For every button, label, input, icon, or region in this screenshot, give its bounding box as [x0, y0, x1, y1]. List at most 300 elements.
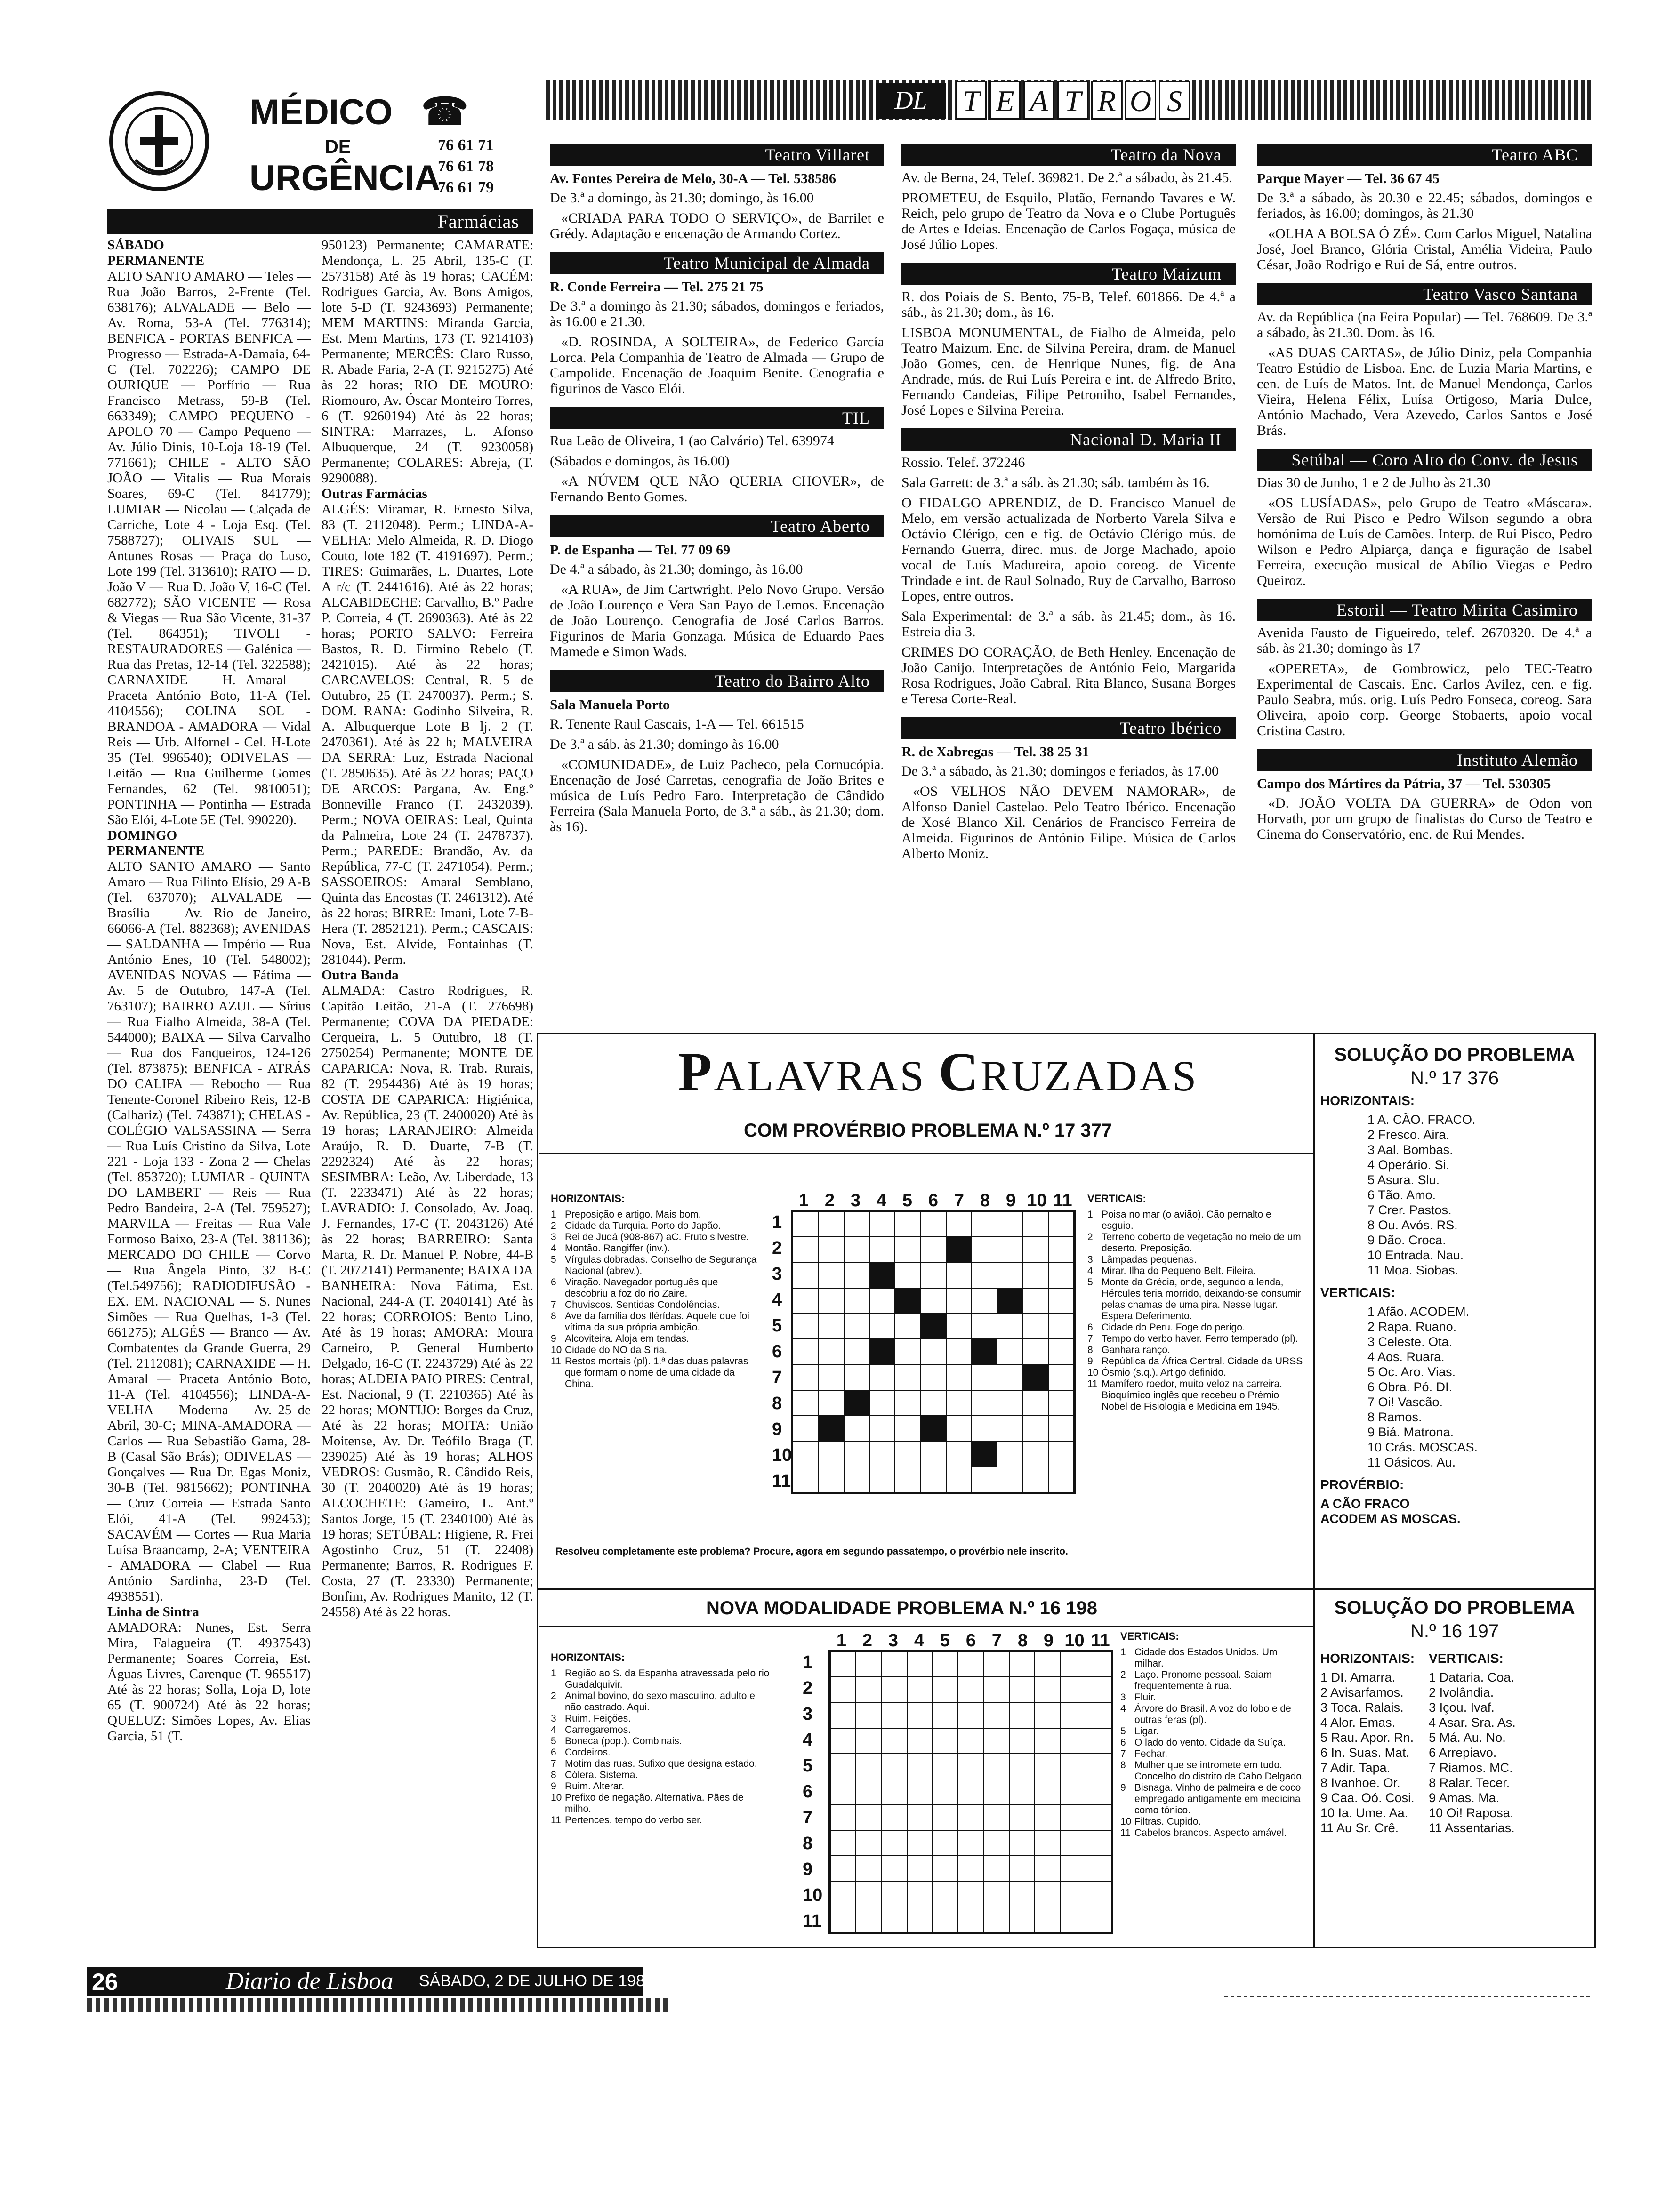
grid-cell[interactable] — [1086, 1830, 1111, 1856]
clue-item — [551, 1668, 772, 1691]
grid-cell[interactable] — [818, 1339, 844, 1364]
grid-cell[interactable] — [882, 1779, 907, 1804]
grid-cell[interactable] — [1022, 1288, 1048, 1314]
grid-cell[interactable] — [1035, 1779, 1060, 1804]
grid-cell[interactable] — [882, 1856, 907, 1881]
grid-cell[interactable] — [1086, 1703, 1111, 1728]
grid-cell[interactable] — [972, 1288, 997, 1314]
grid-cell[interactable] — [920, 1390, 946, 1416]
clue-number: 5 — [1120, 1726, 1126, 1737]
grid-cell[interactable] — [1048, 1339, 1074, 1364]
grid-cell[interactable] — [1035, 1830, 1060, 1856]
grid-black-cell — [997, 1288, 1022, 1314]
grid-cell[interactable] — [946, 1390, 972, 1416]
grid-cell[interactable] — [920, 1211, 946, 1237]
clue-text: Filtras. Cupido. — [1134, 1816, 1201, 1827]
grid-cell[interactable] — [1022, 1237, 1048, 1262]
grid-cell[interactable] — [946, 1263, 972, 1288]
grid-cell[interactable] — [972, 1416, 997, 1441]
grid-cell[interactable] — [920, 1288, 946, 1314]
solution-line: 3 Aal. Bombas. — [1367, 1143, 1453, 1157]
grid-cell[interactable] — [907, 1856, 933, 1881]
grid-cell[interactable] — [895, 1211, 920, 1237]
grid-cell[interactable] — [818, 1211, 844, 1237]
grid-cell[interactable] — [830, 1856, 856, 1881]
grid-cell[interactable] — [1035, 1856, 1060, 1881]
grid-cell[interactable] — [844, 1339, 869, 1364]
grid-cell[interactable] — [882, 1754, 907, 1779]
grid-cell[interactable] — [869, 1211, 895, 1237]
grid-cell[interactable] — [793, 1211, 818, 1237]
grid-cell[interactable] — [844, 1467, 869, 1492]
grid-cell[interactable] — [984, 1728, 1009, 1754]
grid-cell[interactable] — [958, 1779, 983, 1804]
grid-cell[interactable] — [830, 1907, 856, 1932]
grid-cell[interactable] — [1009, 1907, 1035, 1932]
grid-cell[interactable] — [793, 1441, 818, 1467]
grid-cell[interactable] — [895, 1390, 920, 1416]
grid-cell[interactable] — [793, 1416, 818, 1441]
grid-cell[interactable] — [972, 1211, 997, 1237]
grid-cell[interactable] — [869, 1390, 895, 1416]
grid-cell[interactable] — [793, 1288, 818, 1314]
grid-cell[interactable] — [958, 1728, 983, 1754]
grid-cell[interactable] — [882, 1651, 907, 1677]
grid-cell[interactable] — [907, 1830, 933, 1856]
grid-cell[interactable] — [844, 1365, 869, 1390]
grid-cell[interactable] — [907, 1907, 933, 1932]
grid-cell[interactable] — [920, 1263, 946, 1288]
grid-cell[interactable] — [869, 1441, 895, 1467]
clue-text: Bisnaga. Vinho de palmeira e de coco empregado antigamente em medicina como tónico. — [1134, 1782, 1301, 1816]
grid-cell[interactable] — [933, 1651, 958, 1677]
clue-item — [1087, 1356, 1304, 1367]
grid-cell[interactable] — [933, 1856, 958, 1881]
grid-cell[interactable] — [933, 1805, 958, 1830]
grid-cell[interactable] — [869, 1237, 895, 1262]
grid-cell[interactable] — [946, 1288, 972, 1314]
grid-cell[interactable] — [1022, 1339, 1048, 1364]
grid-cell[interactable] — [844, 1211, 869, 1237]
grid-cell[interactable] — [933, 1907, 958, 1932]
grid-cell[interactable] — [1022, 1211, 1048, 1237]
grid-cell[interactable] — [1009, 1830, 1035, 1856]
grid-cell[interactable] — [818, 1467, 844, 1492]
grid-row-number: 2 — [803, 1678, 813, 1698]
grid-cell[interactable] — [1035, 1703, 1060, 1728]
grid-cell[interactable] — [818, 1365, 844, 1390]
grid-cell[interactable] — [907, 1779, 933, 1804]
grid-cell[interactable] — [1060, 1856, 1086, 1881]
theatre-listing — [1257, 283, 1592, 438]
grid-cell[interactable] — [793, 1390, 818, 1416]
grid-row-number: 11 — [772, 1471, 791, 1491]
grid-cell[interactable] — [830, 1754, 856, 1779]
grid-cell[interactable] — [958, 1703, 983, 1728]
grid-cell[interactable] — [1009, 1651, 1035, 1677]
theatre-info: De 4.ª a sábado, às 21.30; domingo, às 16.00 — [550, 561, 803, 577]
clue-item — [551, 1356, 758, 1390]
grid-cell[interactable] — [984, 1907, 1009, 1932]
grid-cell[interactable] — [946, 1441, 972, 1467]
crossword2-grid[interactable] — [828, 1650, 1113, 1934]
theatre-info: «A NÚVEM QUE NÃO QUERIA CHOVER», de Fernando Bento Gomes. — [550, 473, 884, 505]
pharmacy-heading: DOMINGO — [107, 828, 177, 843]
grid-cell[interactable] — [1009, 1856, 1035, 1881]
grid-cell[interactable] — [997, 1237, 1022, 1262]
grid-cell[interactable] — [972, 1390, 997, 1416]
grid-cell[interactable] — [1035, 1651, 1060, 1677]
grid-cell[interactable] — [946, 1416, 972, 1441]
theatre-info: «OS LUSÍADAS», pelo Grupo de Teatro «Máscara». Versão de Rui Pisco e Pedro Wilson segundo a obra homónima de Luís de Camões. Interp. de Rui Pisco, Pedro Wilson e Pedro Alpiarça, dança e figuração de Isabel Ferreira, execução musical de Abílio Viegas e Pedro Queiroz. — [1257, 495, 1592, 588]
grid-cell[interactable] — [933, 1677, 958, 1702]
grid-cell[interactable] — [882, 1830, 907, 1856]
grid-cell[interactable] — [997, 1416, 1022, 1441]
grid-cell[interactable] — [830, 1830, 856, 1856]
grid-cell[interactable] — [1022, 1416, 1048, 1441]
grid-cell[interactable] — [856, 1677, 881, 1702]
grid-cell[interactable] — [830, 1805, 856, 1830]
grid-cell[interactable] — [1086, 1881, 1111, 1907]
grid-cell[interactable] — [1048, 1237, 1074, 1262]
grid-cell[interactable] — [997, 1339, 1022, 1364]
grid-cell[interactable] — [1022, 1314, 1048, 1339]
grid-cell[interactable] — [882, 1728, 907, 1754]
grid-cell[interactable] — [869, 1314, 895, 1339]
grid-cell[interactable] — [844, 1441, 869, 1467]
teatros-letter: T — [956, 81, 987, 120]
grid-cell[interactable] — [984, 1856, 1009, 1881]
grid-cell[interactable] — [1009, 1677, 1035, 1702]
grid-cell[interactable] — [1009, 1754, 1035, 1779]
grid-cell[interactable] — [997, 1314, 1022, 1339]
grid-cell[interactable] — [984, 1651, 1009, 1677]
grid-cell[interactable] — [830, 1651, 856, 1677]
theatre-listing — [901, 717, 1236, 861]
grid-cell[interactable] — [933, 1703, 958, 1728]
grid-cell[interactable] — [1009, 1728, 1035, 1754]
solution-line: 4 Alor. Emas. — [1320, 1715, 1396, 1730]
grid-cell[interactable] — [1022, 1390, 1048, 1416]
grid-cell[interactable] — [830, 1703, 856, 1728]
grid-cell[interactable] — [972, 1365, 997, 1390]
grid-cell[interactable] — [972, 1263, 997, 1288]
grid-column-number: 2 — [824, 1191, 835, 1210]
grid-cell[interactable] — [1086, 1728, 1111, 1754]
grid-cell[interactable] — [920, 1441, 946, 1467]
grid-cell[interactable] — [844, 1288, 869, 1314]
medico-phone-1: 76 61 71 — [438, 136, 494, 154]
grid-cell[interactable] — [856, 1651, 881, 1677]
grid-cell[interactable] — [920, 1365, 946, 1390]
solution-line: 6 In. Suas. Mat. — [1320, 1746, 1410, 1760]
grid-cell[interactable] — [920, 1237, 946, 1262]
grid-cell[interactable] — [1060, 1754, 1086, 1779]
theatre-name: Teatro Aberto — [550, 515, 884, 537]
grid-cell[interactable] — [1035, 1805, 1060, 1830]
teatros-letter: A — [1023, 81, 1054, 120]
grid-cell[interactable] — [1060, 1728, 1086, 1754]
clues-label: HORIZONTAIS: — [551, 1651, 625, 1663]
grid-cell[interactable] — [1086, 1805, 1111, 1830]
grid-cell[interactable] — [984, 1881, 1009, 1907]
grid-cell[interactable] — [1035, 1728, 1060, 1754]
grid-cell[interactable] — [793, 1467, 818, 1492]
grid-cell[interactable] — [1060, 1830, 1086, 1856]
grid-cell[interactable] — [933, 1779, 958, 1804]
theatre-info: CRIMES DO CORAÇÃO, de Beth Henley. Encenação de João Canijo. Interpretações de António Feio, Margarida Rosa Rodrigues, João Cabral, Rita Blanco, Susana Borges e Teresa Corte-Real. — [901, 644, 1236, 706]
grid-cell[interactable] — [920, 1467, 946, 1492]
grid-cell[interactable] — [856, 1907, 881, 1932]
grid-black-cell — [972, 1339, 997, 1364]
grid-cell[interactable] — [984, 1703, 1009, 1728]
clue-item — [551, 1232, 758, 1243]
grid-cell[interactable] — [844, 1263, 869, 1288]
clue-item — [1120, 1827, 1306, 1839]
grid-cell[interactable] — [895, 1263, 920, 1288]
grid-cell[interactable] — [933, 1830, 958, 1856]
clue-item — [551, 1220, 758, 1232]
clue-item — [1120, 1816, 1306, 1827]
grid-cell[interactable] — [946, 1365, 972, 1390]
grid-cell[interactable] — [972, 1314, 997, 1339]
grid-column-number: 6 — [965, 1631, 976, 1651]
grid-cell[interactable] — [1060, 1703, 1086, 1728]
grid-cell[interactable] — [1086, 1754, 1111, 1779]
grid-cell[interactable] — [869, 1416, 895, 1441]
clue-number: 6 — [551, 1277, 556, 1288]
grid-cell[interactable] — [958, 1881, 983, 1907]
clue-number: 11 — [1087, 1378, 1098, 1389]
grid-cell[interactable] — [882, 1677, 907, 1702]
grid-cell[interactable] — [1048, 1390, 1074, 1416]
grid-cell[interactable] — [972, 1467, 997, 1492]
grid-cell[interactable] — [1060, 1805, 1086, 1830]
grid-cell[interactable] — [856, 1881, 881, 1907]
solution-line: 9 Caa. Oó. Cosi. — [1320, 1791, 1415, 1805]
grid-cell[interactable] — [830, 1881, 856, 1907]
grid-cell[interactable] — [1060, 1779, 1086, 1804]
grid-cell[interactable] — [844, 1237, 869, 1262]
grid-cell[interactable] — [907, 1881, 933, 1907]
grid-cell[interactable] — [907, 1703, 933, 1728]
grid-cell[interactable] — [1009, 1805, 1035, 1830]
grid-cell[interactable] — [1086, 1677, 1111, 1702]
grid-cell[interactable] — [895, 1467, 920, 1492]
grid-cell[interactable] — [882, 1881, 907, 1907]
theatre-listing — [550, 252, 884, 396]
pharmacy-list: 950123) Permanente; CAMARATE: Mendonça, L. 25 Abril, 135-C (T. 2573158) Até às 19 horas; CACÉM: Rodrigues Garcia, Av. Bons Amigos, lote 5-D (T. 9243693) Permanente; MEM MARTINS: Miranda Garcia, Est. Mem Martins, 173 (T. 9214103) Permanente; MERCÊS: Claro Russo, R. Abade Faria, 2-A (T. 9215275) Até às 22 horas; RIO DE MOURO: Riomouro, Av. Óscar Monteiro Torres, 6 (T. 9260194) Até às 22 horas; SINTRA: Marrazes, L. Afonso Albuquerque, 24 (T. 9230058) Permanente; COLARES: Abreja, (T. 9290088). — [322, 238, 533, 486]
grid-cell[interactable] — [856, 1856, 881, 1881]
solution-line: 10 Ia. Ume. Aa. — [1320, 1806, 1408, 1820]
grid-cell[interactable] — [793, 1339, 818, 1364]
grid-cell[interactable] — [1009, 1779, 1035, 1804]
clue-text: Preposição e artigo. Mais bom. — [565, 1209, 701, 1220]
grid-cell[interactable] — [793, 1237, 818, 1262]
solution-line: 11 Oásicos. Au. — [1367, 1455, 1456, 1469]
grid-cell[interactable] — [818, 1441, 844, 1467]
grid-cell[interactable] — [1060, 1677, 1086, 1702]
grid-cell[interactable] — [895, 1441, 920, 1467]
crossword2-row-numbers — [803, 1650, 822, 1934]
solution-line: 4 Operário. Si. — [1367, 1158, 1450, 1172]
medico-phone-2: 76 61 78 — [438, 158, 494, 175]
grid-cell[interactable] — [1048, 1441, 1074, 1467]
grid-cell[interactable] — [997, 1441, 1022, 1467]
grid-cell[interactable] — [818, 1237, 844, 1262]
grid-cell[interactable] — [907, 1754, 933, 1779]
grid-cell[interactable] — [856, 1754, 881, 1779]
grid-cell[interactable] — [907, 1677, 933, 1702]
grid-cell[interactable] — [1048, 1365, 1074, 1390]
grid-cell[interactable] — [946, 1314, 972, 1339]
theatre-info: PROMETEU, de Esquilo, Platão, Fernando Tavares e W. Reich, pelo grupo de Teatro da Nova e o Clube Português de Artes e Ideias. Encenação de Carlos Fogaça, música de José Júlio Lopes. — [901, 190, 1236, 252]
solution-horizontais — [1320, 1643, 1415, 1835]
grid-cell[interactable] — [856, 1703, 881, 1728]
theatre-listing — [550, 144, 884, 241]
grid-cell[interactable] — [844, 1416, 869, 1441]
grid-cell[interactable] — [895, 1314, 920, 1339]
grid-cell[interactable] — [933, 1728, 958, 1754]
grid-cell[interactable] — [997, 1467, 1022, 1492]
grid-cell[interactable] — [1048, 1314, 1074, 1339]
grid-cell[interactable] — [869, 1365, 895, 1390]
grid-cell[interactable] — [920, 1339, 946, 1364]
grid-cell[interactable] — [818, 1314, 844, 1339]
grid-cell[interactable] — [1009, 1703, 1035, 1728]
grid-cell[interactable] — [830, 1728, 856, 1754]
clue-number: 7 — [551, 1758, 556, 1769]
clue-number: 6 — [1120, 1737, 1126, 1748]
solution-line: 5 Má. Au. No. — [1429, 1731, 1506, 1745]
grid-cell[interactable] — [972, 1237, 997, 1262]
grid-cell[interactable] — [895, 1339, 920, 1364]
grid-cell[interactable] — [856, 1830, 881, 1856]
grid-cell[interactable] — [997, 1390, 1022, 1416]
grid-cell[interactable] — [1048, 1288, 1074, 1314]
grid-cell[interactable] — [907, 1651, 933, 1677]
grid-cell[interactable] — [856, 1728, 881, 1754]
grid-cell[interactable] — [933, 1754, 958, 1779]
grid-cell[interactable] — [844, 1314, 869, 1339]
grid-cell[interactable] — [958, 1907, 983, 1932]
grid-cell[interactable] — [1048, 1467, 1074, 1492]
grid-cell[interactable] — [997, 1365, 1022, 1390]
grid-cell[interactable] — [907, 1728, 933, 1754]
grid-cell[interactable] — [1035, 1881, 1060, 1907]
solution-line: 3 Içou. Ivaf. — [1429, 1700, 1495, 1715]
crossword1-horizontais — [551, 1193, 758, 1390]
grid-cell[interactable] — [946, 1467, 972, 1492]
clue-number: 7 — [551, 1299, 556, 1310]
grid-cell[interactable] — [958, 1754, 983, 1779]
grid-cell[interactable] — [1086, 1907, 1111, 1932]
grid-cell[interactable] — [1048, 1263, 1074, 1288]
clue-number: 11 — [551, 1815, 561, 1826]
grid-cell[interactable] — [907, 1805, 933, 1830]
grid-cell[interactable] — [997, 1211, 1022, 1237]
grid-cell[interactable] — [818, 1390, 844, 1416]
grid-cell[interactable] — [895, 1365, 920, 1390]
grid-cell[interactable] — [984, 1830, 1009, 1856]
grid-cell[interactable] — [1086, 1856, 1111, 1881]
grid-cell[interactable] — [984, 1805, 1009, 1830]
grid-cell[interactable] — [958, 1805, 983, 1830]
grid-cell[interactable] — [1060, 1651, 1086, 1677]
grid-cell[interactable] — [895, 1416, 920, 1441]
clue-text: Alcoviteira. Aloja em tendas. — [565, 1333, 689, 1344]
page-number: 26 — [92, 1969, 118, 1995]
grid-cell[interactable] — [793, 1263, 818, 1288]
grid-row-number: 7 — [803, 1808, 813, 1827]
grid-cell[interactable] — [1048, 1211, 1074, 1237]
grid-cell[interactable] — [984, 1677, 1009, 1702]
clue-text: Motim das ruas. Sufixo que designa estado. — [565, 1758, 757, 1769]
grid-cell[interactable] — [895, 1237, 920, 1262]
grid-cell[interactable] — [882, 1805, 907, 1830]
grid-cell[interactable] — [882, 1907, 907, 1932]
grid-cell[interactable] — [1022, 1441, 1048, 1467]
grid-cell[interactable] — [882, 1703, 907, 1728]
grid-column-number: 1 — [836, 1631, 847, 1651]
grid-cell[interactable] — [1035, 1754, 1060, 1779]
grid-cell[interactable] — [1086, 1779, 1111, 1804]
grid-cell[interactable] — [1009, 1881, 1035, 1907]
grid-cell[interactable] — [1035, 1907, 1060, 1932]
grid-cell[interactable] — [1086, 1651, 1111, 1677]
grid-cell[interactable] — [818, 1288, 844, 1314]
grid-cell[interactable] — [869, 1288, 895, 1314]
grid-cell[interactable] — [856, 1805, 881, 1830]
grid-cell[interactable] — [1060, 1881, 1086, 1907]
grid-cell[interactable] — [818, 1263, 844, 1288]
grid-cell[interactable] — [1048, 1416, 1074, 1441]
grid-cell[interactable] — [958, 1677, 983, 1702]
theatre-name: Teatro Villaret — [550, 144, 884, 166]
grid-cell[interactable] — [1022, 1263, 1048, 1288]
grid-cell[interactable] — [984, 1754, 1009, 1779]
grid-black-cell — [1022, 1365, 1048, 1390]
clue-number: 10 — [1120, 1816, 1132, 1827]
grid-cell[interactable] — [958, 1651, 983, 1677]
grid-cell[interactable] — [856, 1779, 881, 1804]
grid-cell[interactable] — [997, 1263, 1022, 1288]
grid-cell[interactable] — [830, 1677, 856, 1702]
grid-cell[interactable] — [793, 1365, 818, 1390]
grid-cell[interactable] — [869, 1467, 895, 1492]
grid-cell[interactable] — [1022, 1467, 1048, 1492]
grid-cell[interactable] — [984, 1779, 1009, 1804]
grid-cell[interactable] — [946, 1211, 972, 1237]
crossword1-grid[interactable] — [791, 1210, 1076, 1494]
medico-phone-3: 76 61 79 — [438, 179, 494, 196]
grid-cell[interactable] — [946, 1339, 972, 1364]
grid-column-number: 7 — [954, 1191, 965, 1210]
grid-column-number: 7 — [991, 1631, 1002, 1651]
theatre-address: Av. Fontes Pereira de Melo, 30-A — Tel. 538586 — [550, 171, 836, 186]
grid-cell[interactable] — [1035, 1677, 1060, 1702]
grid-cell[interactable] — [1060, 1907, 1086, 1932]
grid-cell[interactable] — [933, 1881, 958, 1907]
grid-cell[interactable] — [958, 1830, 983, 1856]
theatre-info: Av. de Berna, 24, Telef. 369821. De 2.ª a sábado, às 21.45. — [901, 170, 1232, 185]
grid-cell[interactable] — [793, 1314, 818, 1339]
solution-line: 4 Aos. Ruara. — [1367, 1350, 1445, 1364]
grid-cell[interactable] — [958, 1856, 983, 1881]
clue-number: 8 — [1087, 1345, 1093, 1355]
grid-column-number: 5 — [940, 1631, 950, 1651]
grid-cell[interactable] — [830, 1779, 856, 1804]
